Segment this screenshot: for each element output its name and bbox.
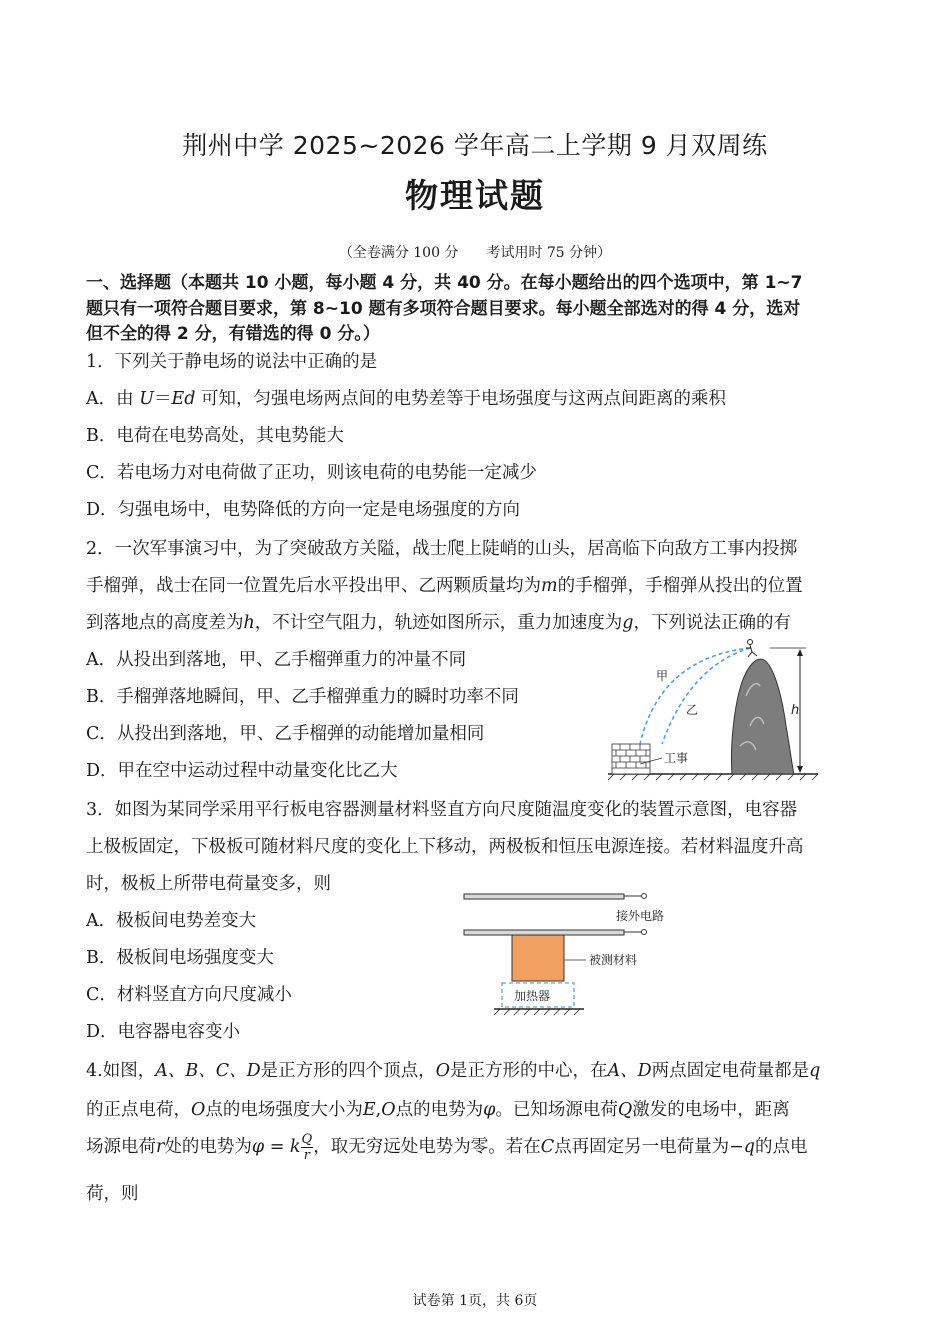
q4-var-phi: φ — [483, 1100, 496, 1120]
q3-option-b: B．极板间电场强度变大 — [86, 948, 274, 968]
label-jia: 甲 — [656, 669, 669, 683]
q4-line2-post: 。已知场源电荷 — [495, 1100, 618, 1120]
q2-line3 — [86, 609, 791, 634]
exam-info: （全卷满分 100 分 考试用时 75 分钟） — [338, 245, 612, 261]
q4-var-negq: −q — [729, 1137, 755, 1157]
q3-option-d: D．电容器电容变小 — [86, 1022, 241, 1042]
lower-terminal — [642, 930, 647, 935]
q2-option-a: A．从投出到落地，甲、乙手榴弹重力的冲量不同 — [86, 650, 467, 670]
q4-var-r: r — [156, 1137, 165, 1157]
q1-option-b: B．电荷在电势高处，其电势能大 — [86, 426, 344, 446]
q3-option-c: C．材料竖直方向尺度减小 — [86, 985, 292, 1005]
subject-title: 物理试题 — [405, 176, 545, 215]
q1-option-d: D．匀强电场中，电势降低的方向一定是电场强度的方向 — [86, 500, 521, 520]
q2-figure — [600, 636, 860, 781]
q4-vars-ad: A、D — [607, 1061, 652, 1081]
q4-line2-post2: 激发的电场中，距离 — [632, 1100, 790, 1120]
q4-line1-mid: 是正方形的四个顶点， — [260, 1061, 436, 1081]
q3-figure — [458, 886, 688, 1026]
lower-plate — [464, 930, 624, 935]
q4-var-o3: O — [381, 1100, 396, 1120]
q1-option-a-prefix: A．由 — [86, 389, 140, 409]
upper-plate — [464, 894, 624, 899]
q2-var-h: h — [243, 613, 255, 633]
label-yi: 乙 — [686, 703, 699, 717]
q4-formula-lhs: φ = k — [251, 1137, 301, 1157]
q3-line3: 时，极板上所带电荷量变多，则 — [86, 874, 331, 894]
q2-option-b: B．手榴弹落地瞬间，甲、乙手榴弹重力的瞬时功率不同 — [86, 687, 519, 707]
q2-line2 — [86, 572, 803, 597]
q3-line1: 3．如图为某同学采用平行板电容器测量材料竖直方向尺度随温度变化的装置示意图，电容器 — [86, 800, 798, 820]
ground-hatch — [608, 774, 818, 780]
q4-var-q: q — [809, 1061, 821, 1081]
q4-var-c: C — [540, 1137, 555, 1157]
q3-option-a: A．极板间电势差变大 — [86, 911, 257, 931]
section1-line2: 题只有一项符合题目要求，第 8~10 题有多项符合题目要求。每小题全部选对的得 4 分，选对 — [86, 299, 801, 319]
q2-option-d: D．甲在空中运动过程中动量变化比乙大 — [86, 761, 398, 781]
material-block — [512, 935, 564, 981]
q4-vars-abcd: A、B、C、D — [155, 1061, 261, 1081]
q2-var-g: g — [622, 613, 634, 633]
q4-line1 — [86, 1057, 820, 1082]
q3-line2: 上极板固定，下极板可随材料尺度的变化上下移动，两极板和恒压电源连接。若材料温度升高 — [86, 837, 804, 857]
q2-line3-mid: ，不计空气阻力，轨迹如图所示，重力加速度为 — [254, 613, 623, 633]
q4-line1-mid2: 是正方形的中心，在 — [449, 1061, 608, 1081]
school-title: 荆州中学 2025~2026 学年高二上学期 9 月双周练 — [182, 131, 768, 160]
q1-stem: 1．下列关于静电场的说法中正确的是 — [86, 352, 378, 372]
upper-terminal — [642, 894, 647, 899]
q4-var-o: O — [435, 1061, 450, 1081]
q1-option-a-text: 可知，匀强电场两点间的电势差等于电场强度与这两点间距离的乘积 — [195, 389, 726, 409]
bunker-icon — [612, 744, 650, 774]
q2-var-m: m — [541, 576, 558, 596]
label-h: h — [791, 703, 800, 718]
q4-frac-num: Q — [301, 1132, 313, 1147]
label-gongshi: 工事 — [664, 751, 689, 765]
section1-line1: 一、选择题（本题共 10 小题，每小题 4 分，共 40 分。在每小题给出的四个选项中，第 1~7 — [86, 273, 803, 293]
q2-line2-pre: 手榴弹，战士在同一位置先后水平投出甲、乙两颗质量均为 — [86, 576, 541, 596]
section1-line3: 但不全的得 2 分，有错选的得 0 分。） — [86, 324, 380, 344]
q4-frac-den: r — [303, 1148, 310, 1163]
soldier-icon — [746, 640, 757, 658]
q4-line3 — [86, 1132, 807, 1163]
label-circuit: 接外电路 — [616, 909, 665, 923]
q4-line3-pre: 场源电荷 — [86, 1137, 156, 1157]
q2-line3-pre: 到落地点的高度差为 — [86, 613, 244, 633]
q4-var-o2: O — [191, 1100, 206, 1120]
q4-line2 — [86, 1096, 790, 1121]
q1-option-a — [86, 385, 726, 410]
q4-line2-mid: 点的电场强度大小为 — [205, 1100, 363, 1120]
q4-line1-pre: 4.如图， — [86, 1061, 156, 1081]
q3-ground-hatch — [494, 1009, 580, 1015]
q4-fraction — [301, 1132, 314, 1163]
q1-option-c: C．若电场力对电荷做了正功，则该电荷的电势能一定减少 — [86, 463, 537, 483]
q4-line3-post3: 的点电 — [754, 1137, 808, 1157]
q4-line2-comma: , — [375, 1100, 382, 1120]
q1-formula-ed: Ed — [171, 389, 196, 409]
q4-line4: 荷，则 — [86, 1184, 139, 1204]
page-footer: 试卷第 1页，共 6页 — [412, 1293, 538, 1309]
label-material: 被测材料 — [589, 953, 638, 967]
q2-line3-post: ，下列说法正确的有 — [633, 613, 791, 633]
q4-var-e: E — [362, 1100, 376, 1120]
q4-var-bigq: Q — [617, 1100, 633, 1120]
q1-formula-u: U — [139, 389, 154, 409]
label-heater: 加热器 — [514, 989, 551, 1003]
q2-option-c: C．从投出到落地，甲、乙手榴弹的动能增加量相同 — [86, 724, 485, 744]
mountain-icon — [731, 659, 794, 774]
q4-line3-post: ，取无穷远处电势为零。若在 — [313, 1137, 541, 1157]
q4-line1-mid3: 两点固定电荷量都是 — [651, 1061, 810, 1081]
q4-line2-pre: 的正点电荷， — [86, 1100, 191, 1120]
q2-line1: 2．一次军事演习中，为了突破敌方关隘，战士爬上陡峭的山头，居高临下向敌方工事内投掷 — [86, 539, 798, 559]
q4-line2-mid2: 点的电势为 — [395, 1100, 484, 1120]
q4-line3-post2: 点再固定另一电荷量为 — [554, 1137, 730, 1157]
q2-line2-post: 的手榴弹，手榴弹从投出的位置 — [557, 576, 803, 596]
q1-formula-eq: ＝ — [153, 389, 172, 409]
q4-line3-mid: 处的电势为 — [164, 1137, 252, 1157]
